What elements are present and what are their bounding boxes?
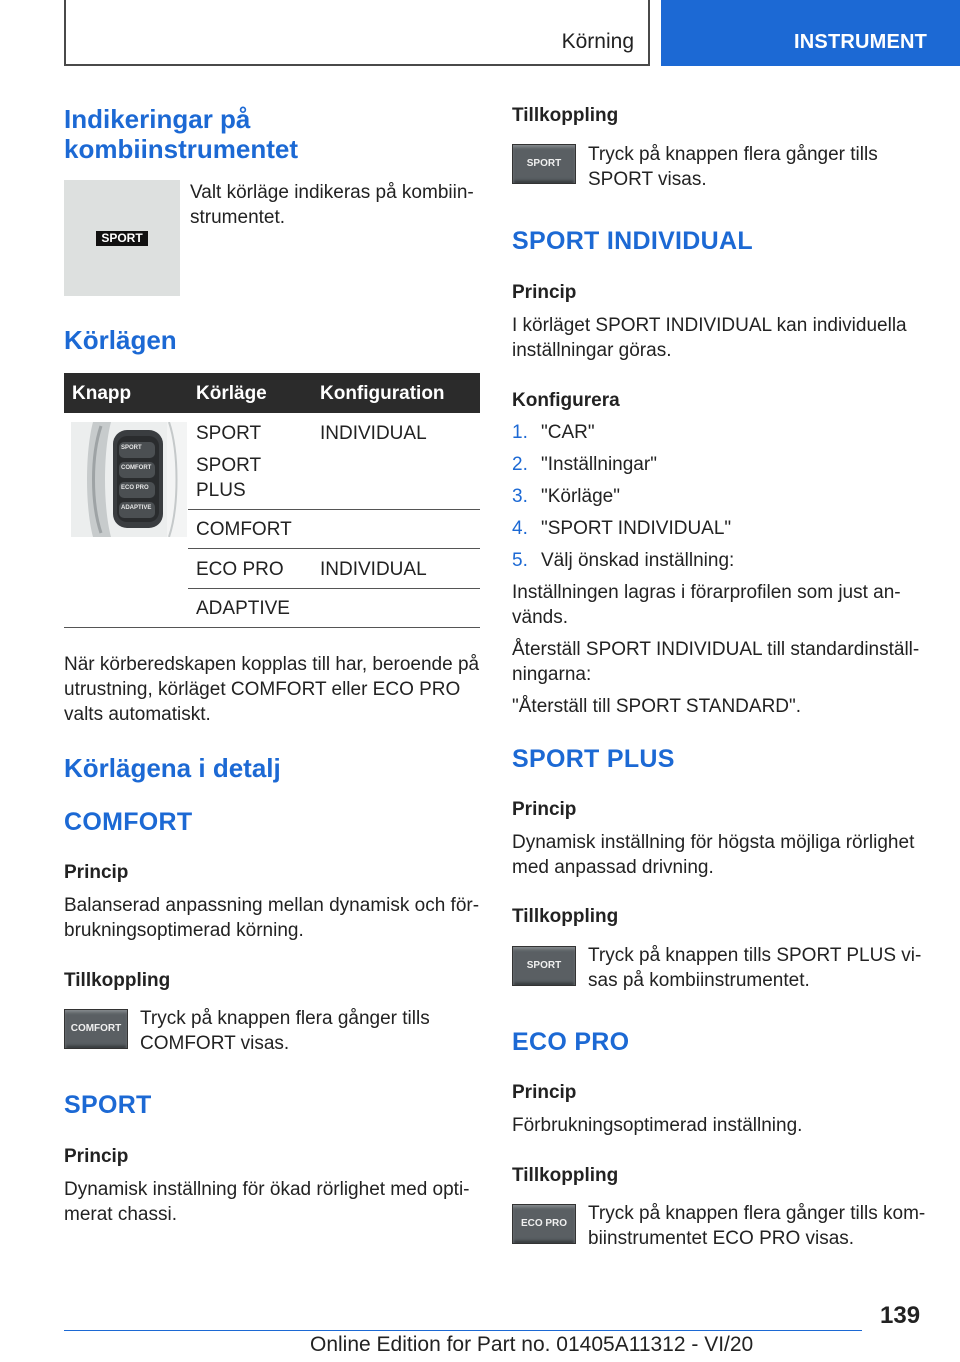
switch-label-eco-pro: ECO PRO [121, 485, 149, 491]
table-row-eco-pro-mode: ECO PRO [196, 559, 284, 580]
sport-principle-line2: merat chassi. [64, 1204, 177, 1225]
step-number: 4. [512, 518, 528, 539]
header-chapter-tab [661, 0, 960, 66]
header-section-box [64, 0, 650, 66]
sport-indicator-label: SPORT [96, 231, 148, 246]
header-section-label: Körning [561, 30, 634, 53]
switch-label-sport: SPORT [121, 445, 142, 451]
switch-label-adaptive: ADAPTIVE [121, 505, 152, 511]
eco-pro-principle-line1: Förbrukningsoptimerad inställning. [512, 1115, 803, 1136]
eco-pro-principle-heading: Princip [512, 1082, 577, 1103]
sport-principle-heading: Princip [64, 1146, 129, 1167]
sport-button-label: SPORT [526, 158, 562, 169]
eco-pro-activation-heading: Tillkoppling [512, 1165, 619, 1186]
indicator-title-line1: Indikeringar på [64, 104, 251, 134]
comfort-principle-line1: Balanserad anpassning mellan dynamisk och för- [64, 895, 480, 916]
table-bottom-border [64, 627, 480, 628]
profile-note-line2: vänds. [512, 607, 568, 628]
sport-individual-principle-line1: I körläget SPORT INDIVIDUAL kan individuella [512, 315, 907, 336]
table-divider [188, 588, 480, 589]
page-number: 139 [880, 1302, 921, 1329]
sport-plus-principle-line1: Dynamisk inställning för högsta möjliga rörlighet [512, 832, 915, 853]
reset-text-line3: "Återställ till SPORT STANDARD". [512, 696, 802, 717]
modes-table-header [64, 373, 480, 413]
sport-activation-line2: SPORT visas. [588, 169, 707, 190]
sport-plus-principle-heading: Princip [512, 799, 577, 820]
eco-pro-title: ECO PRO [512, 1028, 630, 1056]
sport-individual-principle-heading: Princip [512, 282, 577, 303]
mode-switch-image [71, 422, 187, 537]
switch-label-comfort: COMFORT [121, 465, 152, 471]
sport-activation-line1: Tryck på knappen flera gånger tills [588, 144, 878, 165]
configure-heading: Konfigurera [512, 390, 620, 411]
sport-plus-activation-line1: Tryck på knappen tills SPORT PLUS vi- [588, 945, 922, 966]
profile-note-line1: Inställningen lagras i förarprofilen som just an- [512, 582, 901, 603]
step-number: 5. [512, 550, 528, 571]
comfort-principle-line2: brukningsoptimerad körning. [64, 920, 304, 941]
table-divider [188, 509, 480, 510]
step-text: Välj önskad inställning: [541, 550, 735, 571]
auto-mode-text-line1: När körberedskapen kopplas till har, beroende på [64, 654, 480, 675]
sport-plus-principle-line2: med anpassad drivning. [512, 857, 714, 878]
sport-button-icon [512, 144, 576, 184]
mode-switch-graphic [71, 422, 187, 537]
indicator-title-line2: kombiinstrumentet [64, 134, 299, 164]
sport-plus-activation-line2: sas på kombiinstrumentet. [588, 970, 810, 991]
sport-principle-line1: Dynamisk inställning för ökad rörlighet med opti- [64, 1179, 470, 1200]
comfort-button-icon [64, 1009, 128, 1049]
driving-modes-title: Körlägen [64, 325, 177, 355]
comfort-activation-heading: Tillkoppling [64, 970, 171, 991]
table-divider [188, 548, 480, 549]
step-text: "CAR" [541, 422, 595, 443]
comfort-button-label: COMFORT [70, 1023, 122, 1034]
step-number: 2. [512, 454, 528, 475]
footer-divider [64, 1330, 862, 1331]
sport-plus-button-icon [512, 946, 576, 986]
table-row-sport-mode: SPORT [196, 423, 262, 444]
comfort-activation-line1: Tryck på knappen flera gånger tills [140, 1008, 430, 1029]
step-text: "Inställningar" [541, 454, 657, 475]
table-row-sport-config: INDIVIDUAL [320, 423, 427, 444]
table-header-button: Knapp [72, 383, 132, 404]
sport-title: SPORT [64, 1091, 152, 1119]
sport-plus-title: SPORT PLUS [512, 745, 675, 773]
comfort-activation-line2: COMFORT visas. [140, 1033, 290, 1054]
modes-detail-title: Körlägena i detalj [64, 753, 281, 783]
indicator-text-line1: Valt körläge indikeras på kombiin- [190, 182, 474, 203]
sport-individual-principle-line2: inställningar göras. [512, 340, 672, 361]
table-row-sport-plus-mode2: PLUS [196, 480, 246, 501]
step-number: 1. [512, 422, 528, 443]
table-row-sport-plus-mode: SPORT [196, 455, 262, 476]
indicator-text-line2: strumentet. [190, 207, 286, 228]
sport-plus-button-label: SPORT [526, 960, 562, 971]
reset-text-line2: ningarna: [512, 664, 592, 685]
sport-activation-heading: Tillkoppling [512, 105, 619, 126]
eco-pro-activation-line2: biinstrumentet ECO PRO visas. [588, 1228, 855, 1249]
table-row-adaptive-mode: ADAPTIVE [196, 598, 290, 619]
step-number: 3. [512, 486, 528, 507]
step-text: "SPORT INDIVIDUAL" [541, 518, 732, 539]
eco-pro-activation-line1: Tryck på knappen flera gånger tills kom- [588, 1203, 926, 1224]
footer-edition: Online Edition for Part no. 01405A11312 - VI/20 [310, 1333, 754, 1356]
table-row-eco-pro-config: INDIVIDUAL [320, 559, 427, 580]
step-text: "Körläge" [541, 486, 620, 507]
sport-individual-title: SPORT INDIVIDUAL [512, 227, 753, 255]
table-header-mode: Körläge [196, 383, 267, 404]
table-header-config: Konfiguration [320, 383, 445, 404]
comfort-principle-heading: Princip [64, 862, 129, 883]
eco-pro-button-icon [512, 1204, 576, 1244]
comfort-title: COMFORT [64, 808, 193, 836]
eco-pro-button-label: ECO PRO [520, 1218, 568, 1229]
auto-mode-text-line3: valts automatiskt. [64, 704, 211, 725]
sport-plus-activation-heading: Tillkoppling [512, 906, 619, 927]
auto-mode-text-line2: utrustning, körläget COMFORT eller ECO PRO [64, 679, 461, 700]
sport-indicator-image [64, 180, 180, 296]
header-chapter-label: INSTRUMENT [794, 31, 928, 53]
table-row-comfort-mode: COMFORT [196, 519, 292, 540]
reset-text-line1: Återställ SPORT INDIVIDUAL till standardinställ- [512, 639, 920, 660]
